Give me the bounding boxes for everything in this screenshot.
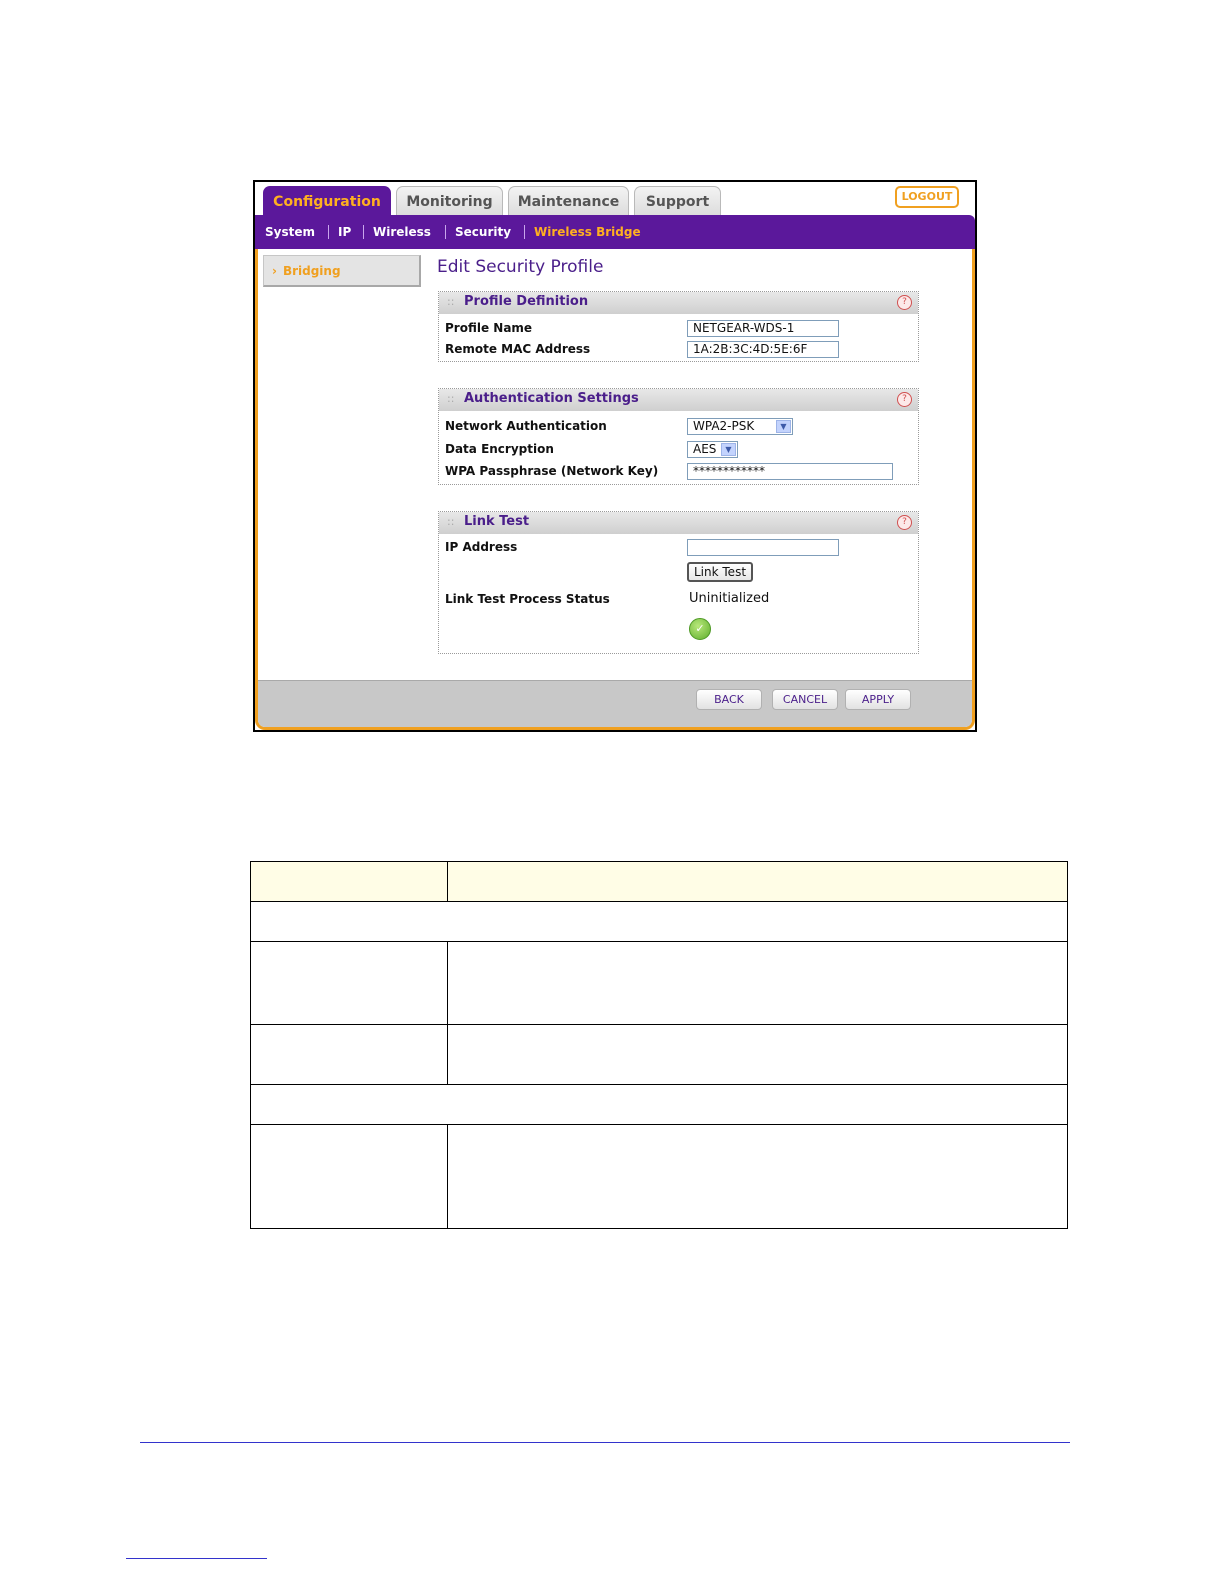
profile-definition-section [438, 291, 919, 362]
sub-navigation [255, 215, 975, 249]
subnav-divider [445, 225, 446, 239]
sidebar-item-bridging[interactable] [263, 255, 421, 287]
subnav-system[interactable]: System [265, 225, 315, 239]
router-ui-screenshot [253, 180, 977, 732]
content-area [255, 249, 975, 730]
footer-bar [258, 680, 972, 727]
table-cell [251, 942, 448, 1025]
subnav-divider [363, 225, 364, 239]
network-auth-select[interactable] [687, 418, 793, 435]
subnav-ip[interactable]: IP [338, 225, 352, 239]
table-section-cell [251, 902, 1068, 942]
back-button[interactable]: BACK [696, 689, 762, 710]
section-title: Authentication Settings [464, 391, 639, 406]
select-value: WPA2-PSK [693, 419, 755, 433]
main-tabs [263, 186, 975, 216]
table-cell [448, 942, 1068, 1025]
table-section-cell [251, 1085, 1068, 1125]
help-icon[interactable]: ? [897, 295, 912, 310]
table-header-cell [251, 862, 448, 902]
section-title: Profile Definition [464, 294, 589, 309]
help-icon[interactable]: ? [897, 515, 912, 530]
subnav-divider [328, 225, 329, 239]
drag-grip-icon: :: [447, 392, 455, 405]
cancel-button[interactable]: CANCEL [772, 689, 838, 710]
footer-divider [140, 1442, 1070, 1443]
settings-description-table [250, 861, 1068, 1229]
chevron-down-icon[interactable]: ▼ [721, 443, 736, 456]
tab-maintenance[interactable]: Maintenance [508, 186, 629, 216]
link-test-status-label: Link Test Process Status [445, 592, 610, 606]
table-section-row [251, 902, 1068, 942]
table-row [251, 1025, 1068, 1085]
remote-mac-label: Remote MAC Address [445, 342, 591, 356]
table-cell [448, 1125, 1068, 1229]
chevron-down-icon[interactable]: ▼ [776, 420, 791, 433]
logout-button[interactable]: LOGOUT [895, 186, 959, 208]
wpa-passphrase-input[interactable]: ************ [687, 463, 893, 480]
table-header-cell [448, 862, 1068, 902]
tab-configuration[interactable]: Configuration [263, 186, 391, 217]
section-header [439, 389, 918, 411]
table-cell [448, 1025, 1068, 1085]
footer-link-underline [126, 1558, 267, 1559]
page-title: Edit Security Profile [437, 257, 604, 277]
section-header [439, 512, 918, 534]
ip-address-label: IP Address [445, 540, 518, 554]
tab-support[interactable]: Support [634, 186, 721, 216]
link-test-status-value: Uninitialized [689, 591, 770, 606]
tab-monitoring[interactable]: Monitoring [396, 186, 503, 216]
help-icon[interactable]: ? [897, 392, 912, 407]
table-row [251, 942, 1068, 1025]
select-value: AES [693, 442, 717, 456]
subnav-security[interactable]: Security [455, 225, 512, 239]
table-section-row [251, 1085, 1068, 1125]
table-header-row [251, 862, 1068, 902]
drag-grip-icon: :: [447, 295, 455, 308]
table-cell [251, 1025, 448, 1085]
table-cell [251, 1125, 448, 1229]
apply-button[interactable]: APPLY [845, 689, 911, 710]
section-title: Link Test [464, 514, 530, 529]
wpa-passphrase-label: WPA Passphrase (Network Key) [445, 464, 659, 478]
drag-grip-icon: :: [447, 515, 455, 528]
status-indicator-icon: ✓ [689, 618, 711, 640]
data-encryption-label: Data Encryption [445, 442, 554, 456]
profile-name-label: Profile Name [445, 321, 533, 335]
subnav-wireless-bridge[interactable]: Wireless Bridge [534, 225, 641, 239]
chevron-right-icon: › [272, 264, 277, 278]
table-row [251, 1125, 1068, 1229]
section-header [439, 292, 918, 314]
ip-address-input[interactable] [687, 539, 839, 556]
subnav-divider [524, 225, 525, 239]
authentication-settings-section [438, 388, 919, 485]
sidebar-item-label: Bridging [282, 264, 341, 278]
subnav-wireless[interactable]: Wireless [373, 225, 431, 239]
link-test-section [438, 511, 919, 654]
network-auth-label: Network Authentication [445, 419, 607, 433]
profile-name-input[interactable]: NETGEAR-WDS-1 [687, 320, 839, 337]
data-encryption-select[interactable] [687, 441, 738, 458]
remote-mac-input[interactable]: 1A:2B:3C:4D:5E:6F [687, 341, 839, 358]
link-test-button[interactable]: Link Test [687, 562, 753, 582]
